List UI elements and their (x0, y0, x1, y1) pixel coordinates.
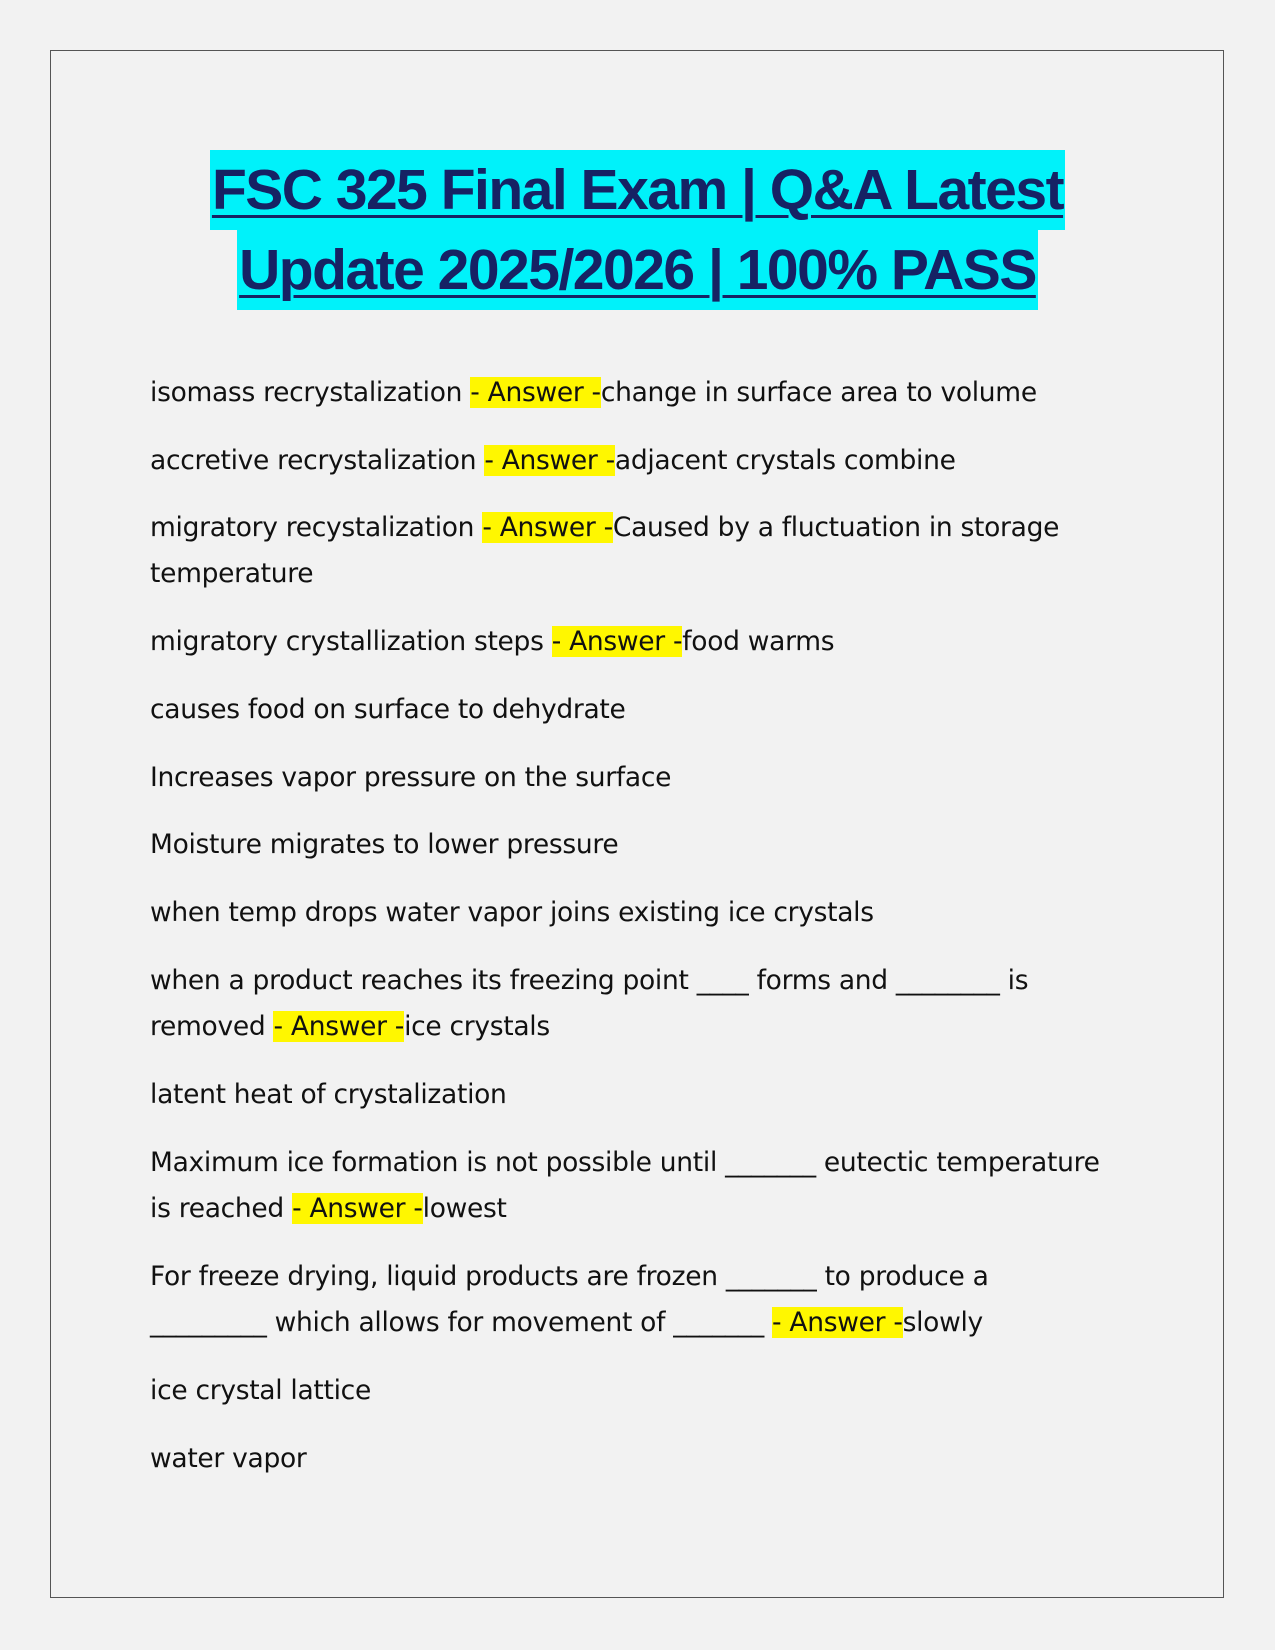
qa-item-accretive: accretive recrystalization - Answer -adjacent crystals combine (150, 445, 956, 476)
answer-text: Caused by a fluctuation in storage temperature (150, 512, 1060, 589)
answer-text: food warms (682, 626, 835, 657)
text-line: latent heat of crystalization (150, 1079, 507, 1110)
answer-marker: - Answer - (482, 512, 613, 543)
qa-item-migratory-steps: migratory crystallization steps - Answer -food warms (150, 626, 835, 657)
answer-marker: - Answer - (470, 377, 601, 408)
answer-marker: - Answer - (484, 445, 615, 476)
document-title (0, 150, 1275, 310)
answer-text: slowly (902, 1307, 983, 1338)
answer-marker: - Answer - (273, 1011, 405, 1042)
text-line: water vapor (150, 1443, 307, 1474)
answer-text: adjacent crystals combine (614, 445, 956, 476)
qa-item-freeze-drying: For freeze drying, liquid products are frozen _______ to produce a _________ which allows for movement of _______ - Answer -slowly (150, 1261, 989, 1338)
text-line: when temp drops water vapor joins existing ice crystals (150, 897, 874, 928)
answer-marker: - Answer - (551, 626, 683, 657)
text-line: ice crystal lattice (150, 1375, 371, 1406)
answer-text: change in surface area to volume (600, 377, 1037, 408)
title-line-1: FSC 325 Final Exam | Q&A Latest (210, 150, 1065, 230)
text-line: Moisture migrates to lower pressure (150, 829, 619, 860)
qa-item-migratory-recrystalization: migratory recystalization - Answer -Caused by a fluctuation in storage temperature (150, 512, 1060, 589)
answer-marker: - Answer - (292, 1193, 423, 1224)
text-line: causes food on surface to dehydrate (150, 694, 626, 725)
qa-item-freezing-point: when a product reaches its freezing point ____ forms and ________ is removed - Answer -ice crystals (150, 965, 1029, 1042)
text-line: Increases vapor pressure on the surface (150, 762, 672, 793)
answer-text: lowest (422, 1193, 507, 1224)
answer-marker: - Answer - (772, 1307, 903, 1338)
qa-item-isomass: isomass recrystalization - Answer -change in surface area to volume (150, 377, 1037, 408)
qa-item-eutectic: Maximum ice formation is not possible until _______ eutectic temperature is reached - Answer -lowest (150, 1147, 1100, 1224)
answer-text: ice crystals (404, 1011, 550, 1042)
title-line-2: Update 2025/2026 | 100% PASS (237, 230, 1038, 310)
